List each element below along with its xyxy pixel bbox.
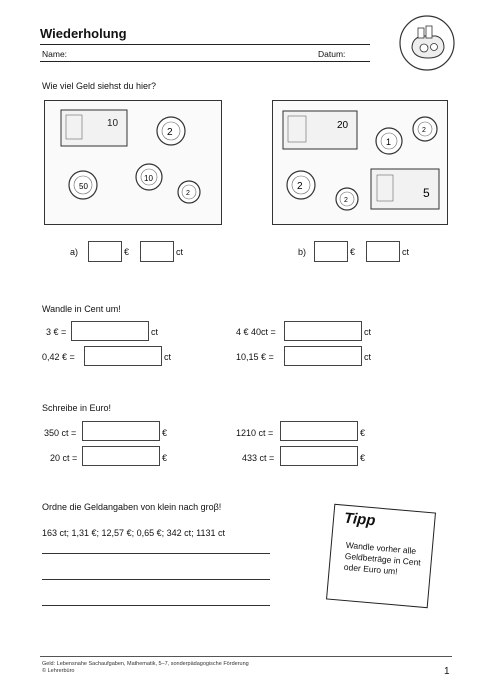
- t2-left-1-input[interactable]: [84, 346, 162, 366]
- coin-value: 50: [79, 182, 88, 191]
- page-title: Wiederholung: [40, 26, 127, 41]
- page-number: 1: [444, 666, 450, 677]
- coin-value: 10: [144, 174, 153, 183]
- footer-credit: Geld: Lebensnahe Sachaufgaben, Mathematik, 5–7, sonderpädagogische Förderung: [42, 661, 249, 667]
- name-label: Name:: [42, 49, 68, 59]
- coin-value: 2: [167, 127, 173, 138]
- coin-value: 2: [297, 181, 303, 192]
- t2-right-1-prefix: 10,15 € =: [236, 352, 274, 362]
- t3-right-0-prefix: 1210 ct =: [236, 428, 274, 438]
- t3-right-0-unit: €: [360, 428, 366, 438]
- answer-a-cent-unit: ct: [176, 247, 184, 257]
- t3-right-1-unit: €: [360, 453, 366, 463]
- wallet-icon: [398, 14, 456, 72]
- task4-heading: Ordne die Geldangaben von klein nach groβ!: [42, 502, 222, 512]
- footer-rule: [40, 656, 452, 657]
- coin-icon: [336, 188, 358, 210]
- t3-left-1-unit: €: [162, 453, 168, 463]
- answer-b-cent-input[interactable]: [366, 241, 400, 262]
- task2-heading: Wandle in Cent um!: [42, 304, 121, 314]
- t3-left-0-input[interactable]: [82, 421, 160, 441]
- tip-card: [326, 504, 436, 609]
- coin-value: 2: [344, 197, 348, 204]
- answer-line[interactable]: [42, 605, 270, 606]
- money-panel-b: [272, 100, 448, 225]
- t3-left-0-prefix: 350 ct =: [44, 428, 77, 438]
- note-value: 20: [337, 120, 349, 131]
- date-label: Datum:: [318, 49, 346, 59]
- answer-line[interactable]: [42, 579, 270, 580]
- t2-left-0-prefix: 3 € =: [46, 327, 67, 337]
- t2-right-0-input[interactable]: [284, 321, 362, 341]
- tip-title: Tipp: [343, 509, 377, 530]
- coin-icon: [69, 171, 97, 199]
- t2-right-1-unit: ct: [364, 352, 372, 362]
- coin-icon: [178, 181, 200, 203]
- coin-icon: [157, 117, 185, 145]
- t2-right-1-input[interactable]: [284, 346, 362, 366]
- coin-value: 2: [422, 127, 426, 134]
- answer-a-euro-input[interactable]: [88, 241, 122, 262]
- t3-left-0-unit: €: [162, 428, 168, 438]
- coin-icon: [287, 171, 315, 199]
- answer-line[interactable]: [42, 553, 270, 554]
- t2-left-1-unit: ct: [164, 352, 172, 362]
- answer-a-euro-unit: €: [124, 247, 130, 257]
- t2-left-0-input[interactable]: [71, 321, 149, 341]
- answer-b-cent-unit: ct: [402, 247, 410, 257]
- t3-right-0-input[interactable]: [280, 421, 358, 441]
- banknote-icon: [371, 169, 439, 209]
- coin-icon: [136, 164, 162, 190]
- t2-right-0-prefix: 4 € 40ct =: [236, 327, 276, 337]
- t2-left-1-prefix: 0,42 € =: [42, 352, 75, 362]
- money-panel-a: [44, 100, 222, 225]
- t3-left-1-prefix: 20 ct =: [50, 453, 78, 463]
- t3-left-1-input[interactable]: [82, 446, 160, 466]
- coin-value: 2: [186, 190, 190, 197]
- answer-b-euro-input[interactable]: [314, 241, 348, 262]
- coin-icon: [376, 128, 402, 154]
- t3-right-1-input[interactable]: [280, 446, 358, 466]
- answer-a-label: a): [70, 247, 79, 257]
- t2-left-0-unit: ct: [151, 327, 159, 337]
- task1-question: Wie viel Geld siehst du hier?: [42, 81, 157, 91]
- task4-values: 163 ct; 1,31 €; 12,57 €; 0,65 €; 342 ct; 1131 ct: [42, 528, 225, 538]
- answer-b-label: b): [298, 247, 307, 257]
- coin-icon: [413, 117, 437, 141]
- t3-right-1-prefix: 433 ct =: [242, 453, 275, 463]
- answer-b-euro-unit: €: [350, 247, 356, 257]
- answer-a-cent-input[interactable]: [140, 241, 174, 262]
- footer-copyright: © Lehrerbüro: [42, 668, 75, 674]
- title-rule: [40, 44, 370, 45]
- note-value: 5: [423, 186, 430, 200]
- note-value: 10: [107, 118, 119, 129]
- banknote-icon: [61, 110, 127, 146]
- t2-right-0-unit: ct: [364, 327, 372, 337]
- tip-text: Wandle vorher alle Geldbeträge in Cent oder Euro um!: [343, 539, 422, 577]
- task3-heading: Schreibe in Euro!: [42, 403, 112, 413]
- name-rule: [40, 61, 370, 62]
- banknote-icon: [283, 111, 357, 149]
- coin-value: 1: [386, 137, 392, 147]
